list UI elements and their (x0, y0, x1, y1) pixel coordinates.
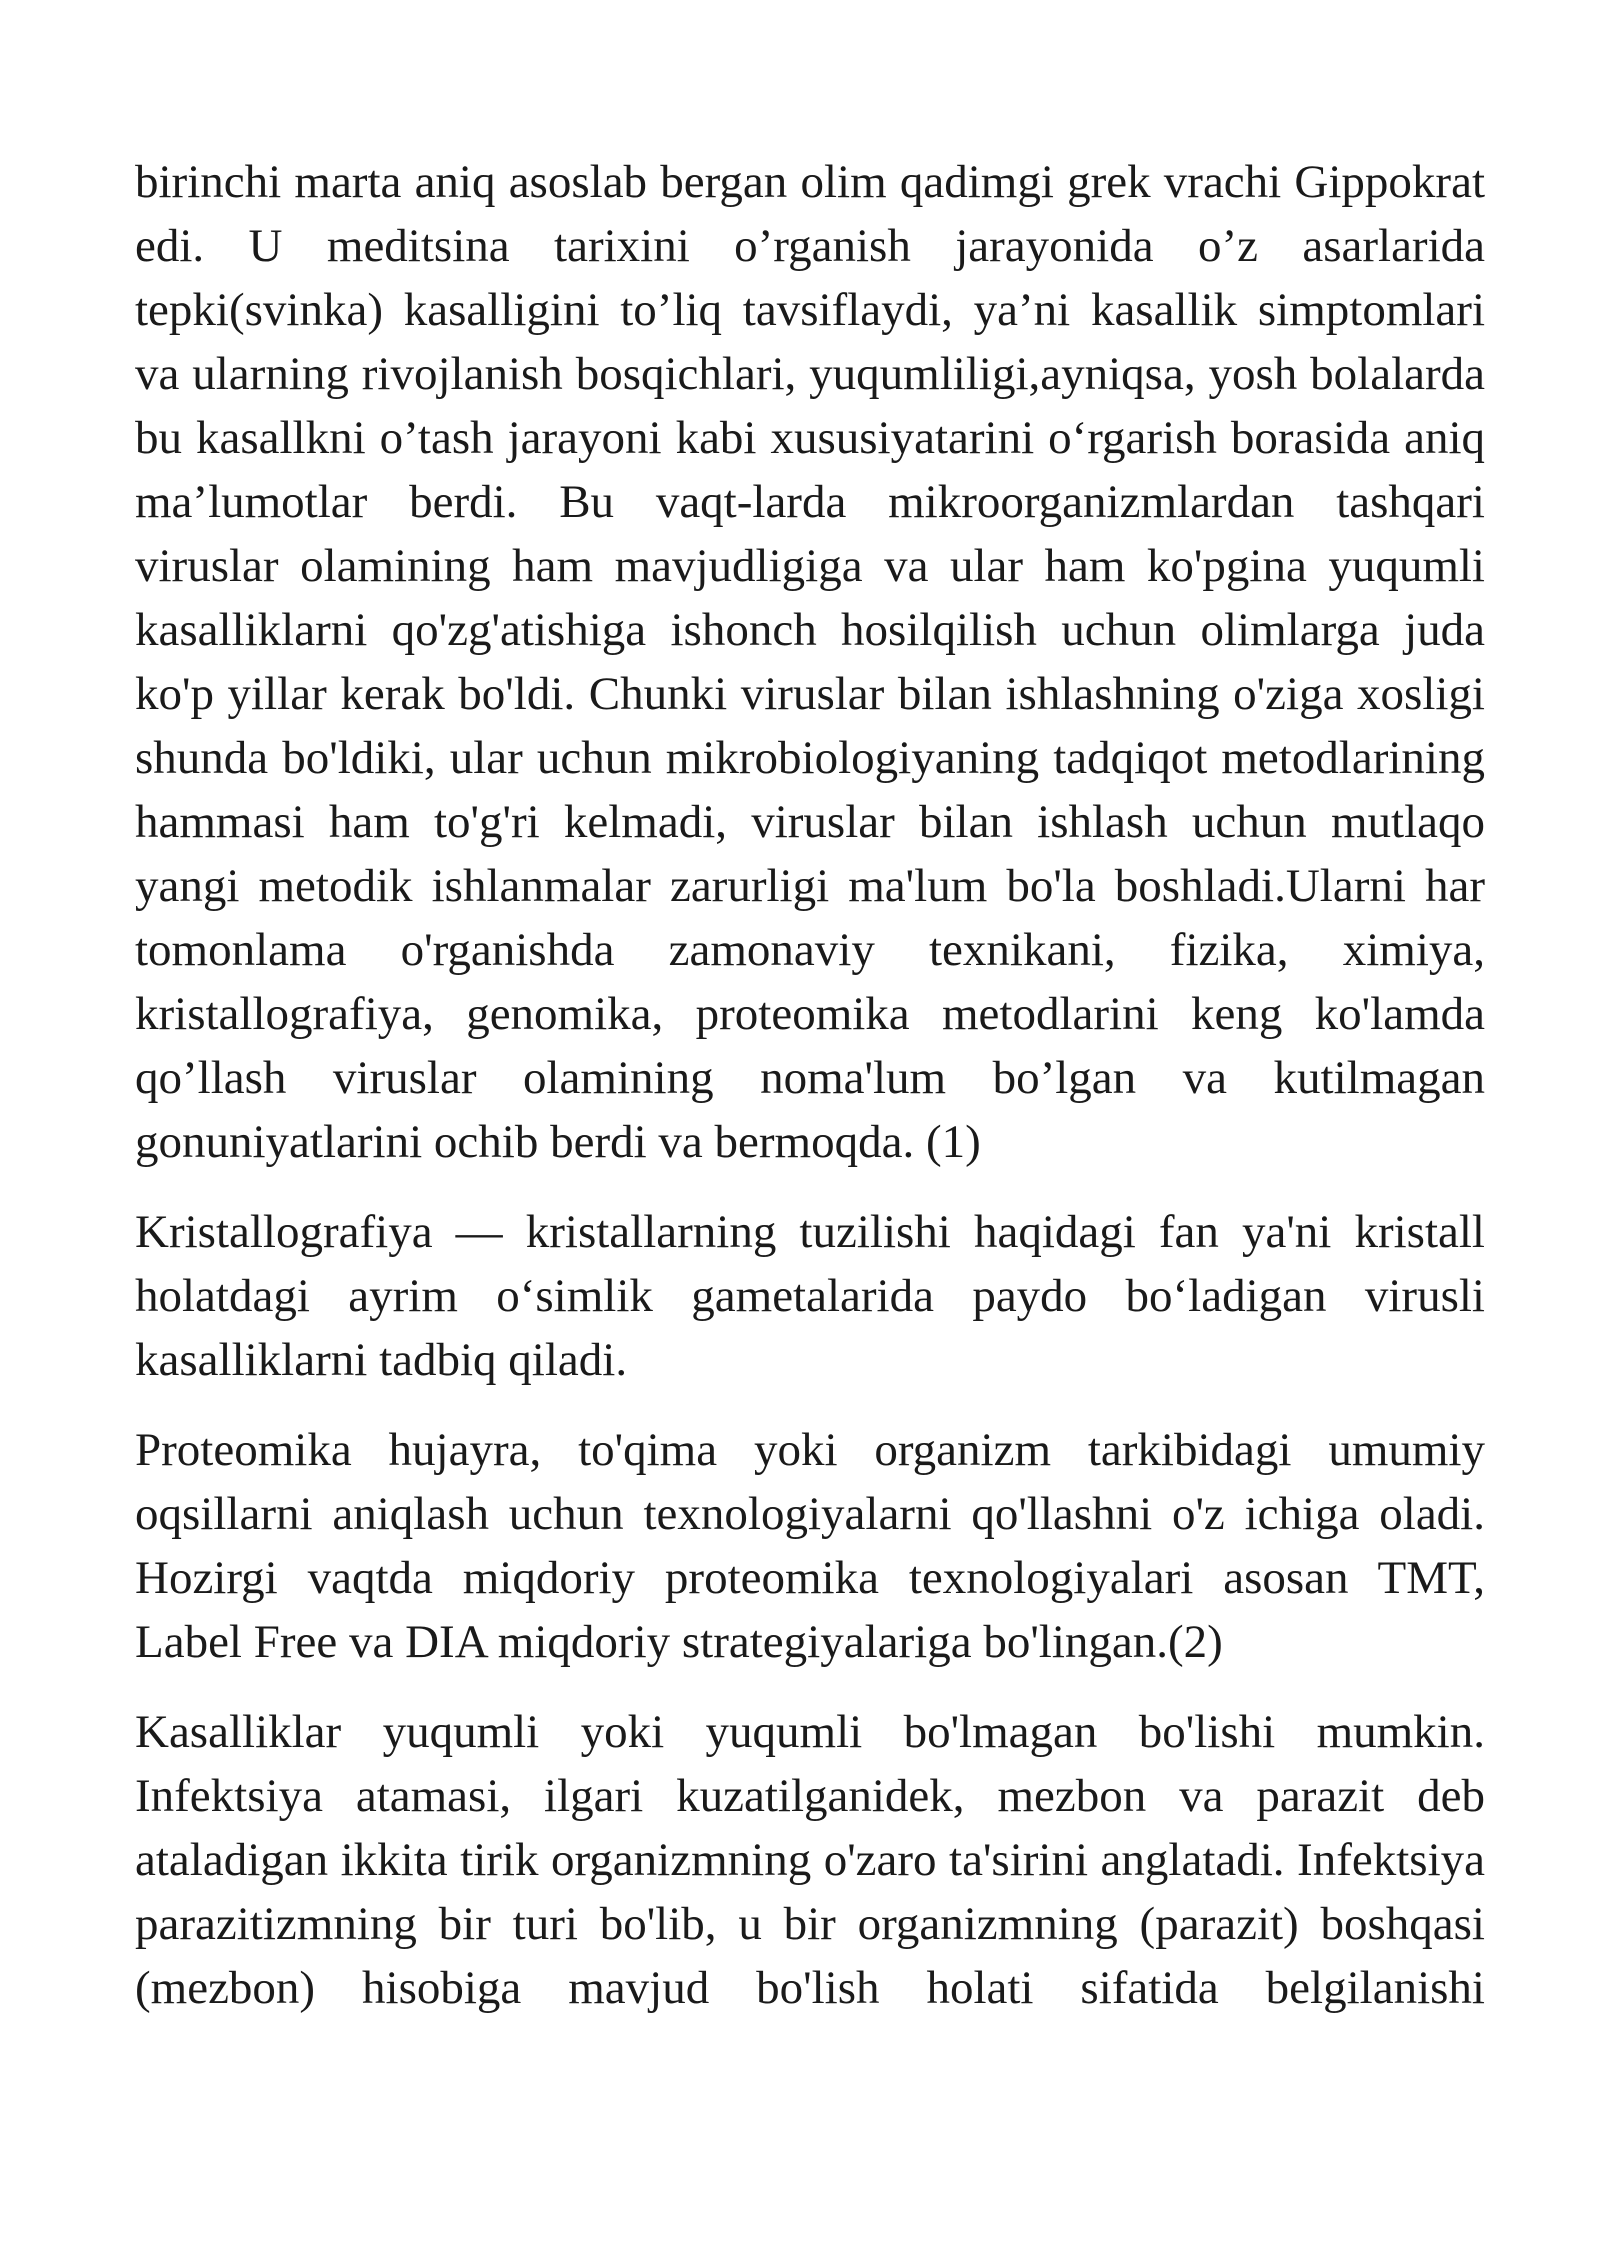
paragraph-kristallografiya: Kristallografiya — kristallarning tuzilishi haqidagi fan ya'ni kristall holatdagi ayrim o‘simlik gametalarida paydo bo‘ladigan virusli kasalliklarni tadbiq qiladi. (135, 1206, 1485, 1386)
paragraph-proteomika: Proteomika hujayra, to'qima yoki organizm tarkibidagi umumiy oqsillarni aniqlash uchun texnologiyalarni qo'llashni o'z ichiga oladi. Hozirgi vaqtda miqdoriy proteomika texnologiyalari asosan TMT, Label Free va DIA miqdoriy strategiyalariga bo'lingan.(2) (135, 1424, 1485, 1668)
paragraph-kasalliklar: Kasalliklar yuqumli yoki yuqumli bo'lmagan bo'lishi mumkin. Infektsiya atamasi, ilgari kuzatilganidek, mezbon va parazit deb ataladigan ikkita tirik organizmning o'zaro ta'sirini anglatadi. Infektsiya parazitizmning bir turi bo'lib, u bir organizmning (parazit) boshqasi (mezbon) hisobiga mavjud bo'lish holati sifatida belgilanishi (135, 1706, 1485, 2014)
paragraph-gippokrat-viruses: birinchi marta aniq asoslab bergan olim qadimgi grek vrachi Gippokrat edi. U meditsina tarixini o’rganish jarayonida o’z asarlarida tepki(svinka) kasalligini to’liq tavsiflaydi, ya’ni kasallik simptomlari va ularning rivojlanish bosqichlari, yuqumliligi,ayniqsa, yosh bolalarda bu kasallkni o’tash jarayoni kabi xususiyatarini o‘rgarish borasida aniq ma’lumotlar berdi. Bu vaqt-larda mikroorganizmlardan tashqari viruslar olamining ham mavjudligiga va ular ham ko'pgina yuqumli kasalliklarni qo'zg'atishiga ishonch hosilqilish uchun olimlarga juda ko'p yillar kerak bo'ldi. Chunki viruslar bilan ishlashning o'ziga xosligi shunda bo'ldiki, ular uchun mikrobiologiyaning tadqiqot metodlarining hammasi ham to'g'ri kelmadi, viruslar bilan ishlash uchun mutlaqo yangi metodik ishlanmalar zarurligi ma'lum bo'la boshladi.Ularni har tomonlama o'rganishda zamonaviy texnikani, fizika, ximiya, kristallografiya, genomika, proteomika metodlarini keng ko'lamda qo’llash viruslar olamining noma'lum bo’lgan va kutilmagan gonuniyatlarini ochib berdi va bermoqda. (1) (135, 156, 1485, 1168)
document-page (135, 150, 1485, 2046)
